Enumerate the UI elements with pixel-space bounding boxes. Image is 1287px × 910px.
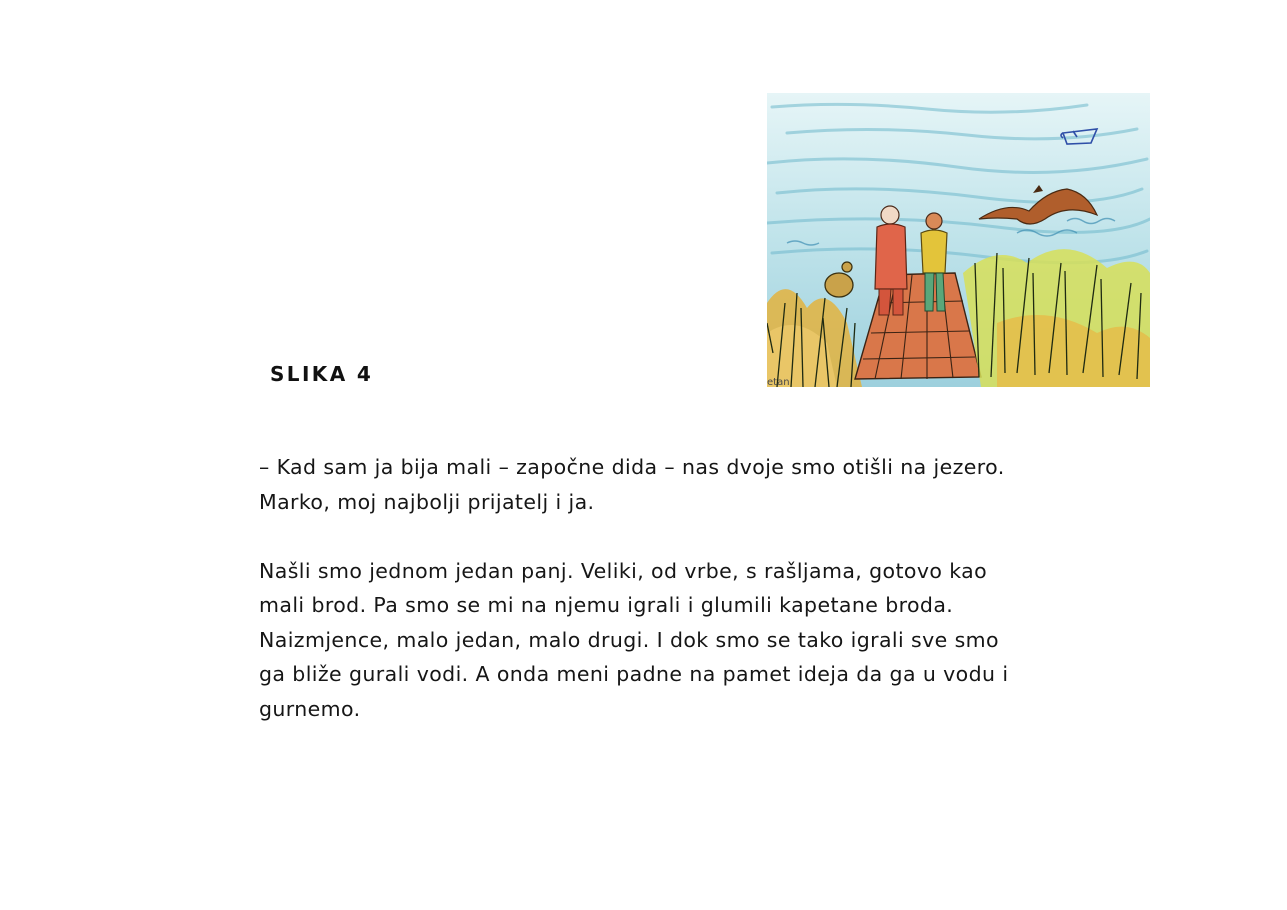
paragraph: Našli smo jednom jedan panj. Veliki, od vrbe, s rašljama, gotovo kao mali brod. Pa smo se mi na njemu igrali i glumili kapetane broda. Naizmjence, malo jedan, malo drugi. I dok smo se tako igrali sve smo ga bliže gurali vodi. A onda meni padne na pamet ideja da ga u vodu i gurnemo.: [259, 558, 1009, 721]
story-text: [259, 450, 1019, 761]
illustration-drawing: [767, 93, 1150, 387]
illustration-signature: etan: [767, 377, 790, 387]
grass-right: [963, 249, 1150, 387]
story-illustration: [767, 93, 1150, 387]
paragraph: – Kad sam ja bija mali – započne dida – nas dvoje smo otišli na jezero. Marko, moj najbolji prijatelj i ja.: [259, 455, 1005, 514]
figure-caption: SLIKA 4: [270, 362, 374, 386]
